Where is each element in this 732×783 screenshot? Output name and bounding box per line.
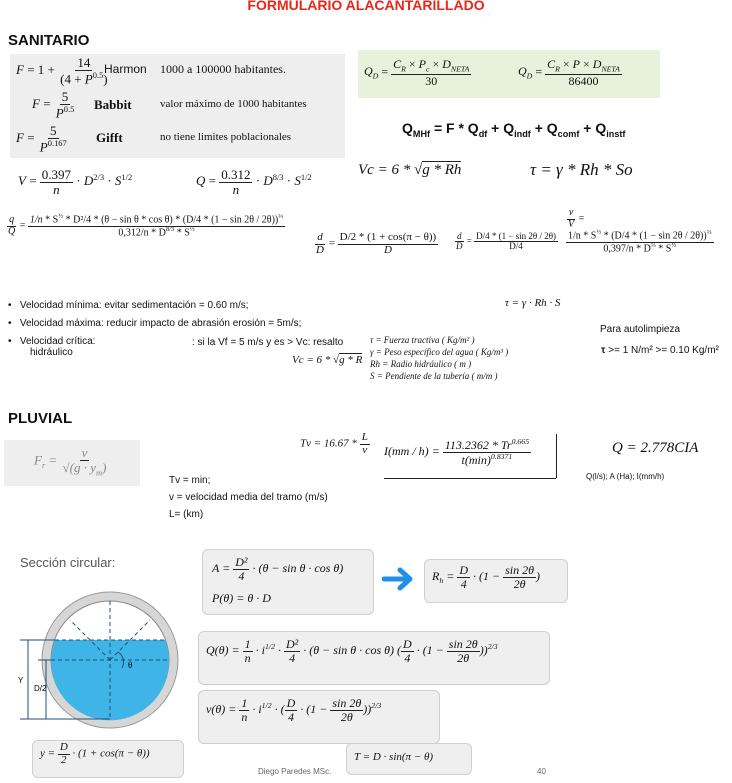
legend-rh: Rh = Radio hidráulico ( m ): [370, 359, 472, 369]
v-theta-formula: v(θ) = $\frac{1}{n}$ · $i^{1/2}$ · ( $\frac{D}{4}$ · (1 − $\frac{\sin 2\theta}{2\theta}$ ))$^{2/3}$: [206, 696, 382, 724]
q-theta-formula: Q(θ) = $\frac{1}{n}$ · $i^{1/2}$ · $\frac{\text{D²}}{4}$ · (θ − sin θ · cos θ) ( $\frac{D}{4}$ · (1 − $\frac{\sin 2\theta}{2\theta}$ ))$^{2/3}$: [206, 637, 498, 665]
d2-label: D/2: [34, 684, 47, 693]
page-title: FORMULARIO ALACANTARILLADO: [247, 0, 485, 13]
qd-den-2: 86400: [568, 73, 599, 88]
rh-ratio-formula: $\frac{d}{D}$ = $\frac{D/4 * (1 - \sin 2\theta / 2\theta)}{D/4}$: [456, 231, 557, 252]
velocity-bullets: [8, 300, 338, 358]
tractive-force-formula: τ = γ * Rh * So: [530, 160, 633, 179]
legend-gamma: γ = Peso específico del agua ( Kg/m³ ): [370, 347, 509, 357]
qd-den-1: 30: [425, 73, 438, 88]
autolimpieza-title: Para autolimpieza: [600, 324, 681, 335]
vc-small-formula: Vc = 6 * √g * R: [292, 354, 363, 366]
autolimpieza-value: τ >= 1 N/m² >= 0.10 Kg/m²: [601, 345, 719, 356]
theta-label: θ: [128, 660, 133, 670]
intensity-rightline: [556, 434, 557, 478]
qd-formula-2: $Q_D$ = $\frac{C_R \times P \times D_{NETA}}{86400}$: [518, 57, 620, 88]
t-formula: T = D · sin(π − θ): [354, 751, 434, 763]
gifft-label: Gifft: [96, 130, 123, 145]
babbit-formula: F = $\frac{5}{P^{0.5}}$: [32, 89, 75, 120]
critica-note: : si la Vf = 5 m/s y es > Vc: resalto: [192, 337, 344, 348]
v-ratio-formula: $\frac{v}{V}$ = $\frac{1/n * S^{\frac{1}{2}} * (D/4 * (1 - \sin 2\theta / 2\theta))^{\frac{2}{3}}}{0,397/n * D^{\frac{2}{3}} * S^{\frac{1}{2}}}$: [568, 207, 712, 255]
intensity-formula: I(mm / h) = $\frac{113.2362 * Tr^{0.665}}{t(\min)^{0.8371}}$: [384, 437, 530, 467]
bullet-hidraulico: hidráulico: [30, 347, 73, 358]
bullet-velocidad-maxima: • Velocidad máxima: reducir impacto de abrasión erosión = 5m/s;: [8, 318, 302, 329]
rh-formula: $R_h$ = $\frac{D}{4}$ · (1 − $\frac{\sin 2\theta}{2\theta}$ ): [432, 563, 541, 591]
harmon-desc: 1000 a 100000 habitantes.: [160, 62, 286, 76]
note-velocity: v = velocidad media del tramo (m/s): [169, 492, 328, 503]
circular-section-diagram: [0, 588, 200, 738]
y-formula: y = $\frac{D}{2}$ · (1 + cos(π − θ)): [40, 741, 150, 766]
note-length: L= (km): [169, 509, 204, 520]
babbit-desc: valor máximo de 1000 habitantes: [160, 98, 307, 110]
q-ratio-formula: $\frac{q}{Q}$ = $1/n * S^{\frac{1}{2}} * D^2/4 * (\theta - \sin \theta * \cos \theta) * (D/4 * (1 - \sin 2\theta / 2\theta))^{\frac{2}{3}}$ $0,312/n * D^{8/3} * S^{\frac{1}{2}}$: [8, 213, 284, 239]
rational-formula: Q = 2.778CIA: [612, 440, 699, 456]
sanitario-heading: SANITARIO: [8, 32, 90, 49]
variable-legend: [370, 334, 508, 382]
legend-tau: τ = Fuerza tractiva ( Kg/m² ): [370, 335, 475, 345]
seccion-heading: Sección circular:: [20, 555, 116, 570]
intensity-underline: [384, 478, 556, 479]
rational-units: Q(l/s); A (Ha); I(mm/h): [586, 472, 665, 481]
harmon-formula: F = 1 + $\frac{14}{(4 + P^{0.5})}$: [16, 55, 108, 86]
manning-flow: Q = $\frac{0.312}{n}$ · $D^{8/3} \cdot S^{1/2}$: [196, 167, 312, 197]
pluvial-notes: [169, 472, 328, 523]
froude-formula: $F_r$ = $\frac{v}{√(g \cdot y_m)}$: [34, 445, 107, 478]
arrow-right-icon: [382, 566, 416, 592]
pluvial-heading: PLUVIAL: [8, 410, 73, 427]
bullet-velocidad-critica: • Velocidad crítica:: [8, 336, 96, 347]
tau-small-formula: τ = γ · Rh · S: [505, 297, 561, 309]
qd-formula-1: $Q_D$ = $\frac{C_R \times P_c \times D_{NETA}}{30}$: [364, 57, 470, 88]
footer-page: 40: [537, 767, 546, 776]
legend-s: S = Pendiente de la tubería ( m/m ): [370, 371, 498, 381]
bullet-velocidad-minima: • Velocidad mínima: evitar sedimentación = 0.60 m/s;: [8, 300, 249, 311]
critical-velocity-formula: Vc = 6 * √g * Rh: [358, 162, 462, 178]
note-tv: Tv = min;: [169, 475, 211, 486]
d-ratio-formula: $\frac{d}{D}$ = $\frac{D/2 * (1 + \cos(\pi - \theta))}{D}$: [316, 231, 437, 256]
harmon-label: Harmon: [104, 62, 147, 76]
perimeter-formula: P(θ) = θ · D: [212, 591, 271, 605]
footer-author: Diego Paredes MSc.: [258, 767, 332, 776]
qmhf-formula: $Q_{MHf} = F * Q_{df} + Q_{indf} + Q_{comf} + Q_{instf}$: [402, 120, 626, 139]
gifft-desc: no tiene limites poblacionales: [160, 131, 292, 143]
area-formula: A = $\frac{\text{D²}}{4}$ · (θ − sin θ · cos θ): [212, 555, 344, 583]
y-label: Y: [18, 676, 24, 685]
gifft-formula: F = $\frac{5}{P^{0.167}}$: [16, 123, 67, 154]
manning-velocity: V = $\frac{0.397}{n}$ · $D^{2/3} \cdot S^{1/2}$: [18, 167, 133, 197]
babbit-label: Babbit: [94, 97, 132, 112]
tv-formula: Tv = 16.67 * $\frac{L}{v}$: [300, 431, 368, 456]
